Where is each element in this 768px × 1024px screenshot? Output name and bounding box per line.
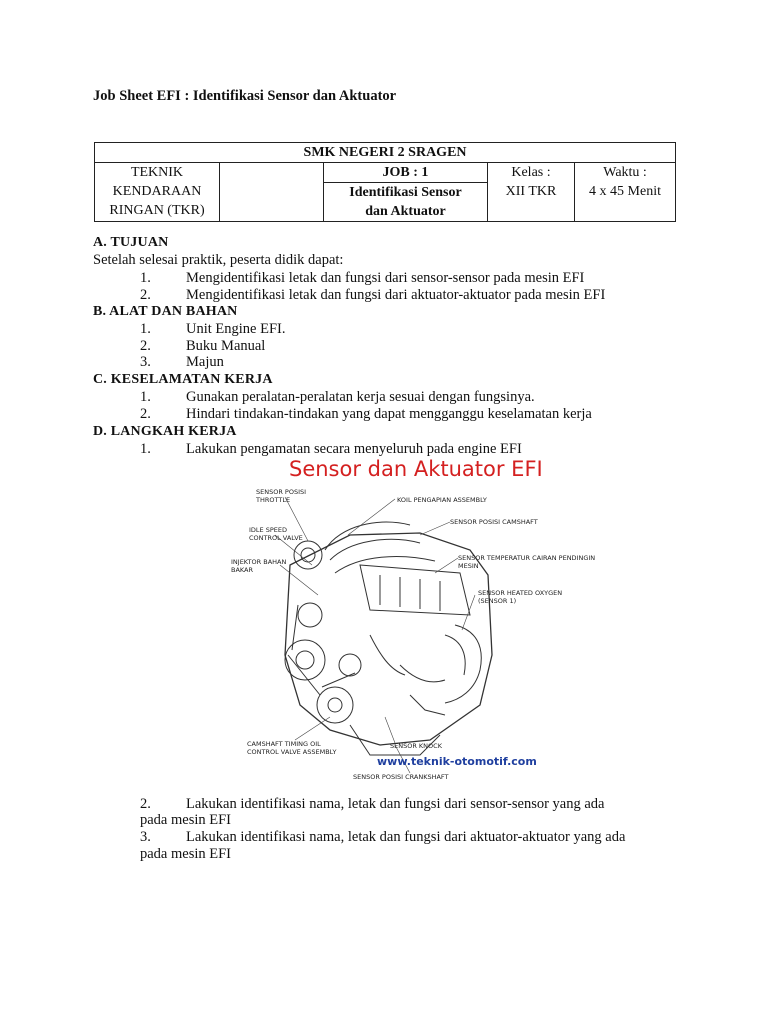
list-text-continuation: pada mesin EFI	[140, 846, 232, 862]
department-cell	[95, 163, 220, 222]
label-ckp: SENSOR POSISI CRANKSHAFT	[353, 773, 449, 781]
department-line-2: KENDARAAN	[112, 184, 202, 199]
section-heading-tujuan: A. TUJUAN	[93, 235, 169, 250]
department-line-3: RINGAN (TKR)	[109, 203, 205, 218]
list-number: 2.	[140, 287, 151, 303]
kelas-value: XII TKR	[505, 184, 557, 199]
diagram-title: Sensor dan Aktuator EFI	[289, 457, 543, 481]
engine-diagram-image	[230, 455, 610, 785]
list-number: 2.	[140, 406, 151, 422]
document-title: Job Sheet EFI : Identifikasi Sensor dan Aktuator	[93, 88, 397, 104]
label-isc: IDLE SPEED CONTROL VALVE	[249, 526, 303, 542]
section-heading-keselamatan: C. KESELAMATAN KERJA	[93, 372, 273, 387]
list-number: 1.	[140, 441, 151, 457]
diagram-url: www.teknik-otomotif.com	[377, 755, 537, 768]
label-tps: SENSOR POSISI THROTTLE	[256, 488, 307, 504]
job-title-line-2: dan Aktuator	[365, 204, 446, 219]
label-knock: SENSOR KNOCK	[390, 742, 442, 750]
section-heading-langkah: D. LANGKAH KERJA	[93, 424, 237, 439]
list-number: 1.	[140, 389, 151, 405]
header-table	[94, 142, 676, 222]
waktu-value: 4 x 45 Menit	[589, 184, 661, 199]
waktu-label: Waktu :	[603, 165, 647, 180]
list-text: Gunakan peralatan-peralatan kerja sesuai dengan fungsinya.	[186, 389, 535, 405]
label-ect: SENSOR TEMPERATUR CAIRAN PENDINGIN MESIN	[458, 554, 596, 570]
label-ocv: CAMSHAFT TIMING OIL CONTROL VALVE ASSEMBLY	[247, 740, 337, 756]
empty-cell	[220, 163, 324, 222]
label-injector: INJEKTOR BAHAN BAKAR	[231, 558, 287, 574]
waktu-cell	[575, 163, 676, 222]
job-number: JOB : 1	[324, 163, 488, 183]
kelas-label: Kelas :	[511, 165, 551, 180]
label-o2: SENSOR HEATED OXYGEN (SENSOR 1)	[478, 589, 563, 605]
list-text: Unit Engine EFI.	[186, 321, 286, 337]
list-text-continuation: pada mesin EFI	[140, 812, 232, 828]
list-number: 1.	[140, 321, 151, 337]
list-text: Lakukan identifikasi nama, letak dan fungsi dari sensor-sensor yang ada	[186, 796, 605, 812]
list-text: Majun	[186, 354, 224, 370]
list-text: Lakukan pengamatan secara menyeluruh pada engine EFI	[186, 441, 522, 457]
school-name: SMK NEGERI 2 SRAGEN	[95, 143, 676, 163]
job-title-cell	[324, 183, 488, 222]
list-text: Hindari tindakan-tindakan yang dapat mengganggu keselamatan kerja	[186, 406, 592, 422]
list-number: 3.	[140, 829, 151, 845]
list-text: Mengidentifikasi letak dan fungsi dari sensor-sensor pada mesin EFI	[186, 270, 585, 286]
list-text: Mengidentifikasi letak dan fungsi dari aktuator-aktuator pada mesin EFI	[186, 287, 606, 303]
section-heading-alat: B. ALAT DAN BAHAN	[93, 304, 238, 319]
label-cmp: SENSOR POSISI CAMSHAFT	[450, 518, 538, 526]
list-number: 2.	[140, 796, 151, 812]
list-number: 1.	[140, 270, 151, 286]
job-title-line-1: Identifikasi Sensor	[349, 185, 462, 200]
list-number: 3.	[140, 354, 151, 370]
label-koil: KOIL PENGAPIAN ASSEMBLY	[397, 496, 487, 504]
tujuan-intro: Setelah selesai praktik, peserta didik dapat:	[93, 252, 344, 268]
list-text: Buku Manual	[186, 338, 266, 354]
department-line-1: TEKNIK	[130, 165, 184, 180]
list-number: 2.	[140, 338, 151, 354]
list-text: Lakukan identifikasi nama, letak dan fungsi dari aktuator-aktuator yang ada	[186, 829, 626, 845]
kelas-cell	[488, 163, 575, 222]
